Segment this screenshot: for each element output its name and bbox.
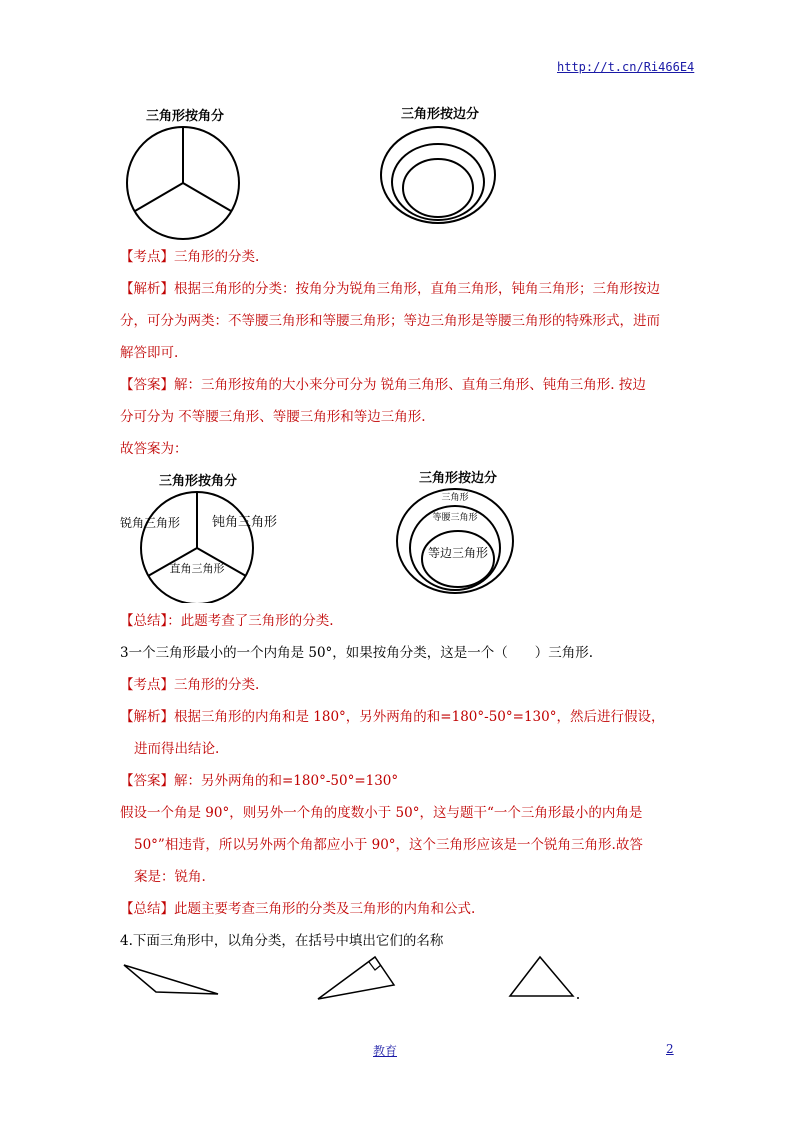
q2-kaodian: 【考点】三角形的分类. [120, 249, 260, 265]
angle-classification-answer-diagram [115, 468, 295, 603]
q2-daan-line1: 【答案】解：三角形按角的大小来分可分为 锐角三角形、直角三角形、钝角三角形. 按边 [120, 377, 646, 393]
equilateral-triangle-label: 等边三角形 [427, 546, 489, 560]
footer-link[interactable]: 教育 [373, 1044, 398, 1058]
q2-answer-intro: 故答案为： [120, 441, 188, 457]
q3-daan-line3: 50°”相违背，所以另外两个角都应小于 90°，这个三角形应该是一个锐角三角形.故答 [134, 837, 643, 853]
q2-jiexi-line3: 解答即可. [120, 345, 179, 361]
side-answer-title: 三角形按边分 [418, 471, 498, 486]
q3-daan-line2: 假设一个角是 90°，则另外一个角的度数小于 50°，这与题干“一个三角形最小的内角是 [120, 805, 643, 821]
q3-daan-line1: 【答案】解：另外两角的和=180°-50°=130° [120, 773, 399, 789]
side-classification-blank-diagram [375, 100, 505, 230]
isosceles-triangle-label: 等腰三角形 [432, 513, 478, 523]
acute-triangle-figure [505, 952, 585, 1002]
angle-answer-title: 三角形按角分 [158, 474, 238, 489]
q2-jiexi-line2: 分，可分为两类：不等腰三角形和等腰三角形；等边三角形是等腰三角形的特殊形式，进而 [120, 313, 660, 329]
q3-question: 3一个三角形最小的一个内角是 50°，如果按角分类，这是一个（ ）三角形. [120, 645, 594, 661]
scalene-triangle-label: 三角形 [441, 493, 469, 503]
q3-daan-line4: 案是：锐角. [134, 869, 206, 885]
page-number: 2 [666, 1042, 674, 1056]
q3-kaodian: 【考点】三角形的分类. [120, 677, 260, 693]
right-triangle-label: 直角三角形 [169, 562, 225, 575]
q3-jiexi-line2: 进而得出结论. [134, 741, 220, 757]
q3-zongjie: 【总结】此题主要考查三角形的分类及三角形的内角和公式. [120, 901, 476, 917]
obtuse-triangle-label: 钝角三角形 [212, 515, 278, 530]
header-url-link[interactable]: http://t.cn/Ri466E4 [557, 60, 695, 74]
right-triangle-figure [312, 950, 402, 1005]
q2-zongjie: 【总结】：此题考查了三角形的分类. [120, 613, 334, 629]
q2-jiexi-line1: 【解析】根据三角形的分类：按角分为锐角三角形，直角三角形，钝角三角形；三角形按边 [120, 281, 660, 297]
acute-triangle-label: 锐角三角形 [120, 516, 181, 530]
q2-daan-line2: 分可分为 不等腰三角形、等腰三角形和等边三角形. [120, 409, 426, 425]
side-classification-answer-diagram [393, 468, 523, 598]
angle-diagram-title: 三角形按角分 [145, 109, 225, 124]
obtuse-triangle-figure [118, 958, 228, 1003]
angle-classification-blank-diagram [115, 100, 255, 240]
q3-jiexi-line1: 【解析】根据三角形的内角和是 180°，另外两角的和=180°-50°=130°，然后进行假设， [120, 709, 665, 725]
q4-question: 4.下面三角形中，以角分类，在括号中填出它们的名称 [120, 933, 444, 949]
side-diagram-title: 三角形按边分 [400, 107, 480, 122]
